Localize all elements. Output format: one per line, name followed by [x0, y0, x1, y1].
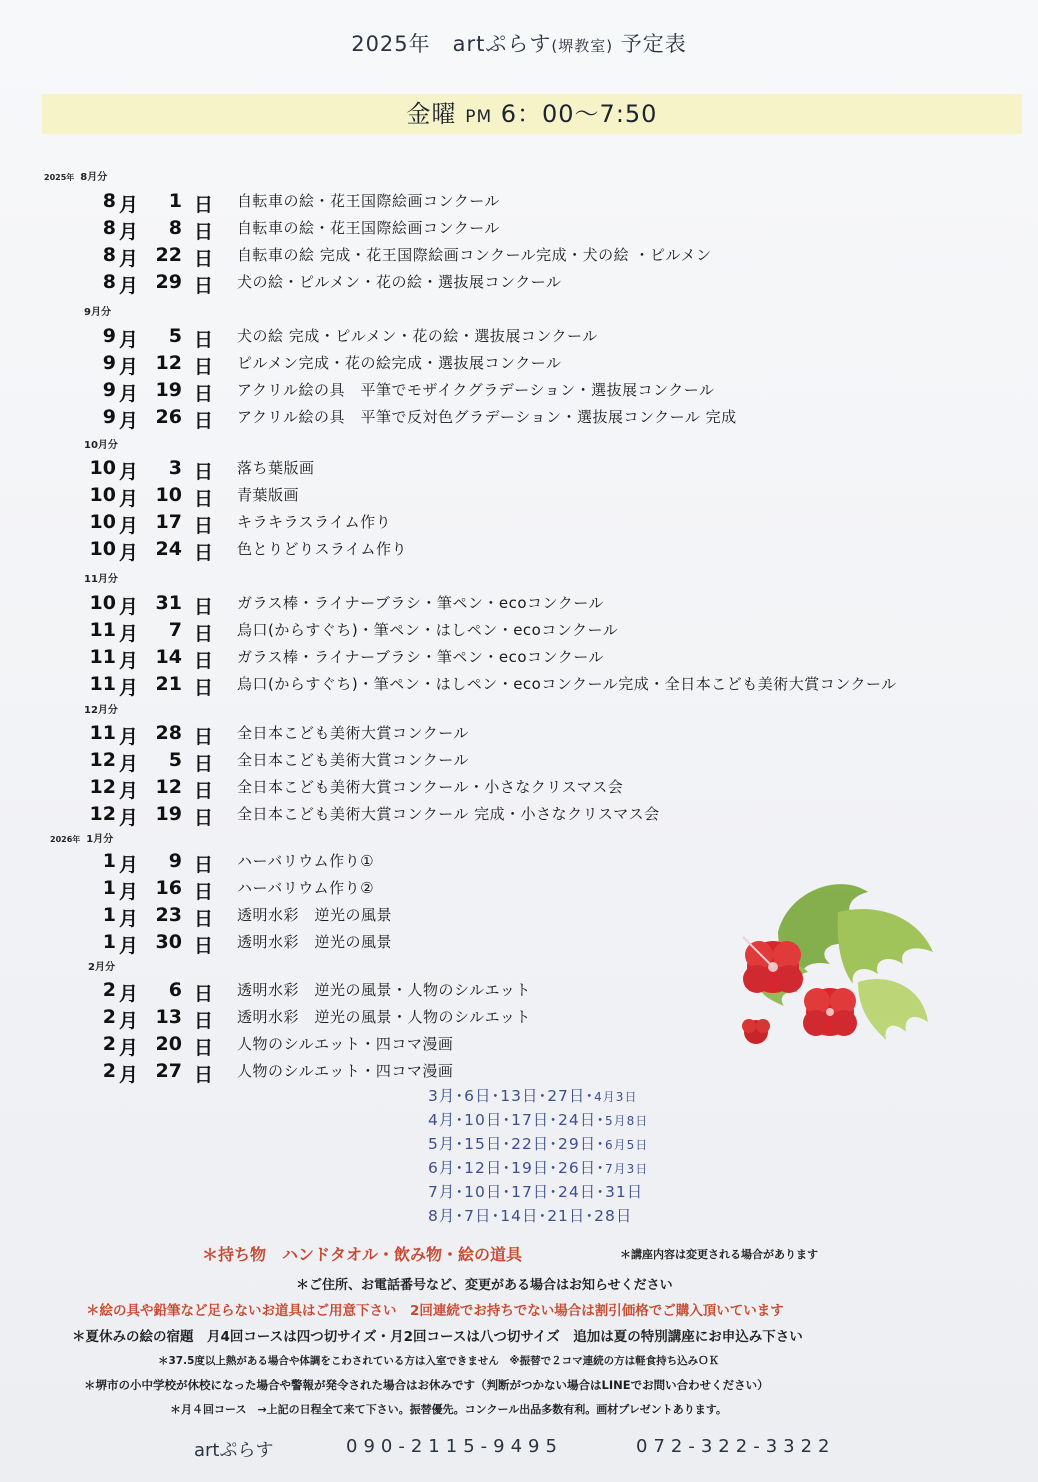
month-label: 9月分 [84, 307, 111, 318]
schedule-month: 8 [102, 271, 116, 293]
schedule-month: 11 [89, 673, 116, 695]
month-label: 10月分 [84, 440, 118, 451]
schedule-content: 青葉版画 [237, 486, 300, 504]
schedule-day: 1 [168, 190, 182, 212]
schedule-month: 9 [102, 379, 116, 401]
schedule-day: 17 [155, 511, 182, 533]
schedule-day: 6 [168, 979, 182, 1001]
schedule-content: キラキラスライム作り [237, 513, 392, 531]
schedule-day: 3 [168, 457, 182, 479]
schedule-month: 1 [102, 904, 116, 926]
day-suffix: 日 [194, 542, 214, 564]
schedule-month: 2 [102, 1060, 116, 1082]
schedule-month: 8 [102, 190, 116, 212]
schedule-content: 自転車の絵・花王国際絵画コンクール [237, 192, 500, 210]
schedule-month: 9 [102, 406, 116, 428]
schedule-content: ハーバリウム作り② [237, 879, 375, 897]
schedule-month: 1 [102, 877, 116, 899]
band-day: 金曜 [406, 100, 466, 128]
future-dates-april: 4月･10日･17日･24日･5月8日 [428, 1111, 649, 1129]
day-suffix: 日 [194, 935, 214, 957]
month-suffix: 月 [119, 356, 139, 378]
schedule-content: 自転車の絵 完成・花王国際絵画コンクール完成・犬の絵 ・ピルメン [237, 246, 712, 264]
footer-school-name: artぷらす [194, 1440, 274, 1461]
month-suffix: 月 [119, 854, 139, 876]
schedule-day: 19 [155, 379, 182, 401]
month-suffix: 月 [119, 275, 139, 297]
month-suffix: 月 [119, 194, 139, 216]
address-change-note: ＊ご住所、お電話番号など、変更がある場合はお知らせください [296, 1278, 673, 1293]
schedule-day: 5 [168, 749, 182, 771]
day-suffix: 日 [194, 329, 214, 351]
schedule-month: 9 [102, 325, 116, 347]
title-location: (堺教室) [551, 37, 614, 55]
schedule-content: 透明水彩 逆光の風景・人物のシルエット [237, 981, 531, 999]
month-suffix: 月 [119, 1064, 139, 1086]
month-suffix: 月 [119, 383, 139, 405]
schedule-content: 全日本こども美術大賞コンクール [237, 724, 469, 742]
schedule-month: 11 [89, 619, 116, 641]
schedule-day: 24 [155, 538, 182, 560]
month-suffix: 月 [119, 623, 139, 645]
schedule-content: アクリル絵の具 平筆で反対色グラデーション・選抜展コンクール 完成 [237, 408, 737, 426]
day-suffix: 日 [194, 383, 214, 405]
schedule-day: 23 [155, 904, 182, 926]
schedule-month: 8 [102, 244, 116, 266]
month-label: 2026年 1月分 [50, 834, 114, 845]
month-suffix: 月 [119, 221, 139, 243]
title-suffix: 予定表 [613, 32, 687, 56]
month-label: 11月分 [84, 574, 118, 585]
day-suffix: 日 [194, 461, 214, 483]
title-main: 2025年 artぷらす [351, 32, 552, 56]
month-suffix: 月 [119, 515, 139, 537]
schedule-month: 1 [102, 850, 116, 872]
schedule-content: 透明水彩 逆光の風景・人物のシルエット [237, 1008, 531, 1026]
schedule-content: 自転車の絵・花王国際絵画コンクール [237, 219, 500, 237]
schedule-day: 10 [155, 484, 182, 506]
day-suffix: 日 [194, 488, 214, 510]
day-suffix: 日 [194, 807, 214, 829]
course4-note: ＊月４回コース →上記の日程全て来て下さい。振替優先。コンクール出品多数有利。画材プレゼントあります。 [170, 1403, 727, 1416]
schedule-month: 2 [102, 1033, 116, 1055]
month-label: 12月分 [84, 705, 118, 716]
schedule-month: 2 [102, 1006, 116, 1028]
day-suffix: 日 [194, 726, 214, 748]
month-suffix: 月 [119, 329, 139, 351]
day-suffix: 日 [194, 1037, 214, 1059]
footer-phone-landline[interactable]: 072-322-3322 [636, 1436, 836, 1457]
schedule-content: 烏口(からすぐち)・筆ペン・はしペン・ecoコンクール完成・全日本こども美術大賞コンクール [237, 675, 897, 693]
month-suffix: 月 [119, 1037, 139, 1059]
schedule-month: 10 [89, 457, 116, 479]
summer-homework-note: ＊夏休みの絵の宿題 月4回コースは四つ切サイズ・月2回コースは八つ切サイズ 追加は夏の特別講座にお申込み下さい [72, 1329, 803, 1345]
day-suffix: 日 [194, 1010, 214, 1032]
future-dates-june: 6月･12日･19日･26日･7月3日 [428, 1159, 649, 1177]
schedule-content: ハーバリウム作り① [237, 852, 375, 870]
schedule-content: ガラス棒・ライナーブラシ・筆ペン・ecoコンクール [237, 594, 604, 612]
schedule-month: 1 [102, 931, 116, 953]
month-label: 2月分 [88, 962, 115, 973]
future-dates-may: 5月･15日･22日･29日･6月5日 [428, 1135, 649, 1153]
schedule-day: 28 [155, 722, 182, 744]
day-suffix: 日 [194, 1064, 214, 1086]
schedule-day: 5 [168, 325, 182, 347]
month-suffix: 月 [119, 983, 139, 1005]
month-suffix: 月 [119, 753, 139, 775]
schedule-content: 全日本こども美術大賞コンクール [237, 751, 469, 769]
month-suffix: 月 [119, 488, 139, 510]
content-change-note: ＊講座内容は変更される場合があります [620, 1248, 818, 1261]
footer-phone-mobile[interactable]: 090-2115-9495 [346, 1436, 563, 1457]
day-suffix: 日 [194, 194, 214, 216]
schedule-day: 29 [155, 271, 182, 293]
schedule-month: 2 [102, 979, 116, 1001]
day-suffix: 日 [194, 596, 214, 618]
schedule-content: 人物のシルエット・四コマ漫画 [237, 1035, 454, 1053]
schedule-content: 色とりどりスライム作り [237, 540, 408, 558]
month-suffix: 月 [119, 935, 139, 957]
page-title [0, 28, 1038, 58]
closure-note: ＊堺市の小中学校が休校になった場合や警報が発令された場合はお休みです（判断がつかない場合はLINEでお問い合わせください） [84, 1378, 769, 1392]
schedule-day: 7 [168, 619, 182, 641]
schedule-content: 全日本こども美術大賞コンクール 完成・小さなクリスマス会 [237, 805, 660, 823]
month-suffix: 月 [119, 596, 139, 618]
schedule-day: 16 [155, 877, 182, 899]
schedule-month: 12 [89, 749, 116, 771]
band-time: 6：00〜7:50 [492, 100, 658, 128]
schedule-day: 27 [155, 1060, 182, 1082]
month-suffix: 月 [119, 807, 139, 829]
day-suffix: 日 [194, 854, 214, 876]
schedule-day: 12 [155, 352, 182, 374]
month-label: 2025年 8月分 [44, 172, 108, 183]
day-suffix: 日 [194, 410, 214, 432]
schedule-content: 人物のシルエット・四コマ漫画 [237, 1062, 454, 1080]
schedule-day: 14 [155, 646, 182, 668]
schedule-day: 22 [155, 244, 182, 266]
fever-note: ＊37.5度以上熱がある場合や体調をこわされている方は入室できません ※振替で２コマ連続の方は軽食持ち込みＯＫ [158, 1355, 720, 1367]
schedule-content: 透明水彩 逆光の風景 [237, 933, 393, 951]
schedule-day: 12 [155, 776, 182, 798]
day-suffix: 日 [194, 983, 214, 1005]
schedule-content: 全日本こども美術大賞コンクール・小さなクリスマス会 [237, 778, 624, 796]
schedule-month: 8 [102, 217, 116, 239]
schedule-month: 10 [89, 484, 116, 506]
schedule-month: 10 [89, 592, 116, 614]
future-dates-august: 8月･7日･14日･21日･28日 [428, 1207, 633, 1225]
schedule-day: 30 [155, 931, 182, 953]
schedule-month: 11 [89, 646, 116, 668]
day-suffix: 日 [194, 881, 214, 903]
future-dates-july: 7月･10日･17日･24日･31日 [428, 1183, 644, 1201]
month-suffix: 月 [119, 780, 139, 802]
day-suffix: 日 [194, 908, 214, 930]
day-suffix: 日 [194, 623, 214, 645]
day-suffix: 日 [194, 356, 214, 378]
schedule-day: 26 [155, 406, 182, 428]
day-suffix: 日 [194, 780, 214, 802]
month-suffix: 月 [119, 248, 139, 270]
schedule-day: 9 [168, 850, 182, 872]
month-suffix: 月 [119, 677, 139, 699]
schedule-content: 烏口(からすぐち)・筆ペン・はしペン・ecoコンクール [237, 621, 619, 639]
day-suffix: 日 [194, 677, 214, 699]
band-pm: PM [465, 107, 493, 127]
month-suffix: 月 [119, 542, 139, 564]
schedule-month: 12 [89, 803, 116, 825]
schedule-content: アクリル絵の具 平筆でモザイクグラデーション・選抜展コンクール [237, 381, 715, 399]
schedule-content: ピルメン完成・花の絵完成・選抜展コンクール [237, 354, 562, 372]
month-suffix: 月 [119, 1010, 139, 1032]
day-suffix: 日 [194, 753, 214, 775]
schedule-content: 透明水彩 逆光の風景 [237, 906, 393, 924]
day-suffix: 日 [194, 650, 214, 672]
schedule-day: 19 [155, 803, 182, 825]
schedule-month: 12 [89, 776, 116, 798]
schedule-month: 10 [89, 538, 116, 560]
schedule-day: 13 [155, 1006, 182, 1028]
month-suffix: 月 [119, 908, 139, 930]
day-suffix: 日 [194, 275, 214, 297]
month-suffix: 月 [119, 461, 139, 483]
schedule-month: 11 [89, 722, 116, 744]
schedule-day: 20 [155, 1033, 182, 1055]
day-suffix: 日 [194, 221, 214, 243]
schedule-content: 犬の絵 完成・ピルメン・花の絵・選抜展コンクール [237, 327, 598, 345]
month-suffix: 月 [119, 726, 139, 748]
schedule-day: 8 [168, 217, 182, 239]
month-suffix: 月 [119, 881, 139, 903]
day-suffix: 日 [194, 248, 214, 270]
schedule-month: 9 [102, 352, 116, 374]
month-suffix: 月 [119, 650, 139, 672]
schedule-month: 10 [89, 511, 116, 533]
future-dates-march: 3月･6日･13日･27日･4月3日 [428, 1087, 638, 1105]
schedule-content: 落ち葉版画 [237, 459, 315, 477]
belongings-note: ＊持ち物 ハンドタオル・飲み物・絵の道具 [202, 1245, 523, 1264]
month-suffix: 月 [119, 410, 139, 432]
day-suffix: 日 [194, 515, 214, 537]
class-time-band [42, 94, 1022, 134]
hibiscus-monstera-icon [718, 872, 940, 1050]
schedule-content: 犬の絵・ピルメン・花の絵・選抜展コンクール [237, 273, 562, 291]
schedule-content: ガラス棒・ライナーブラシ・筆ペン・ecoコンクール [237, 648, 604, 666]
schedule-day: 31 [155, 592, 182, 614]
schedule-day: 21 [155, 673, 182, 695]
supplies-note: ＊絵の具や鉛筆など足らないお道具はご用意下さい 2回連続でお持ちでない場合は割引価格でご購入頂いています [86, 1303, 784, 1319]
